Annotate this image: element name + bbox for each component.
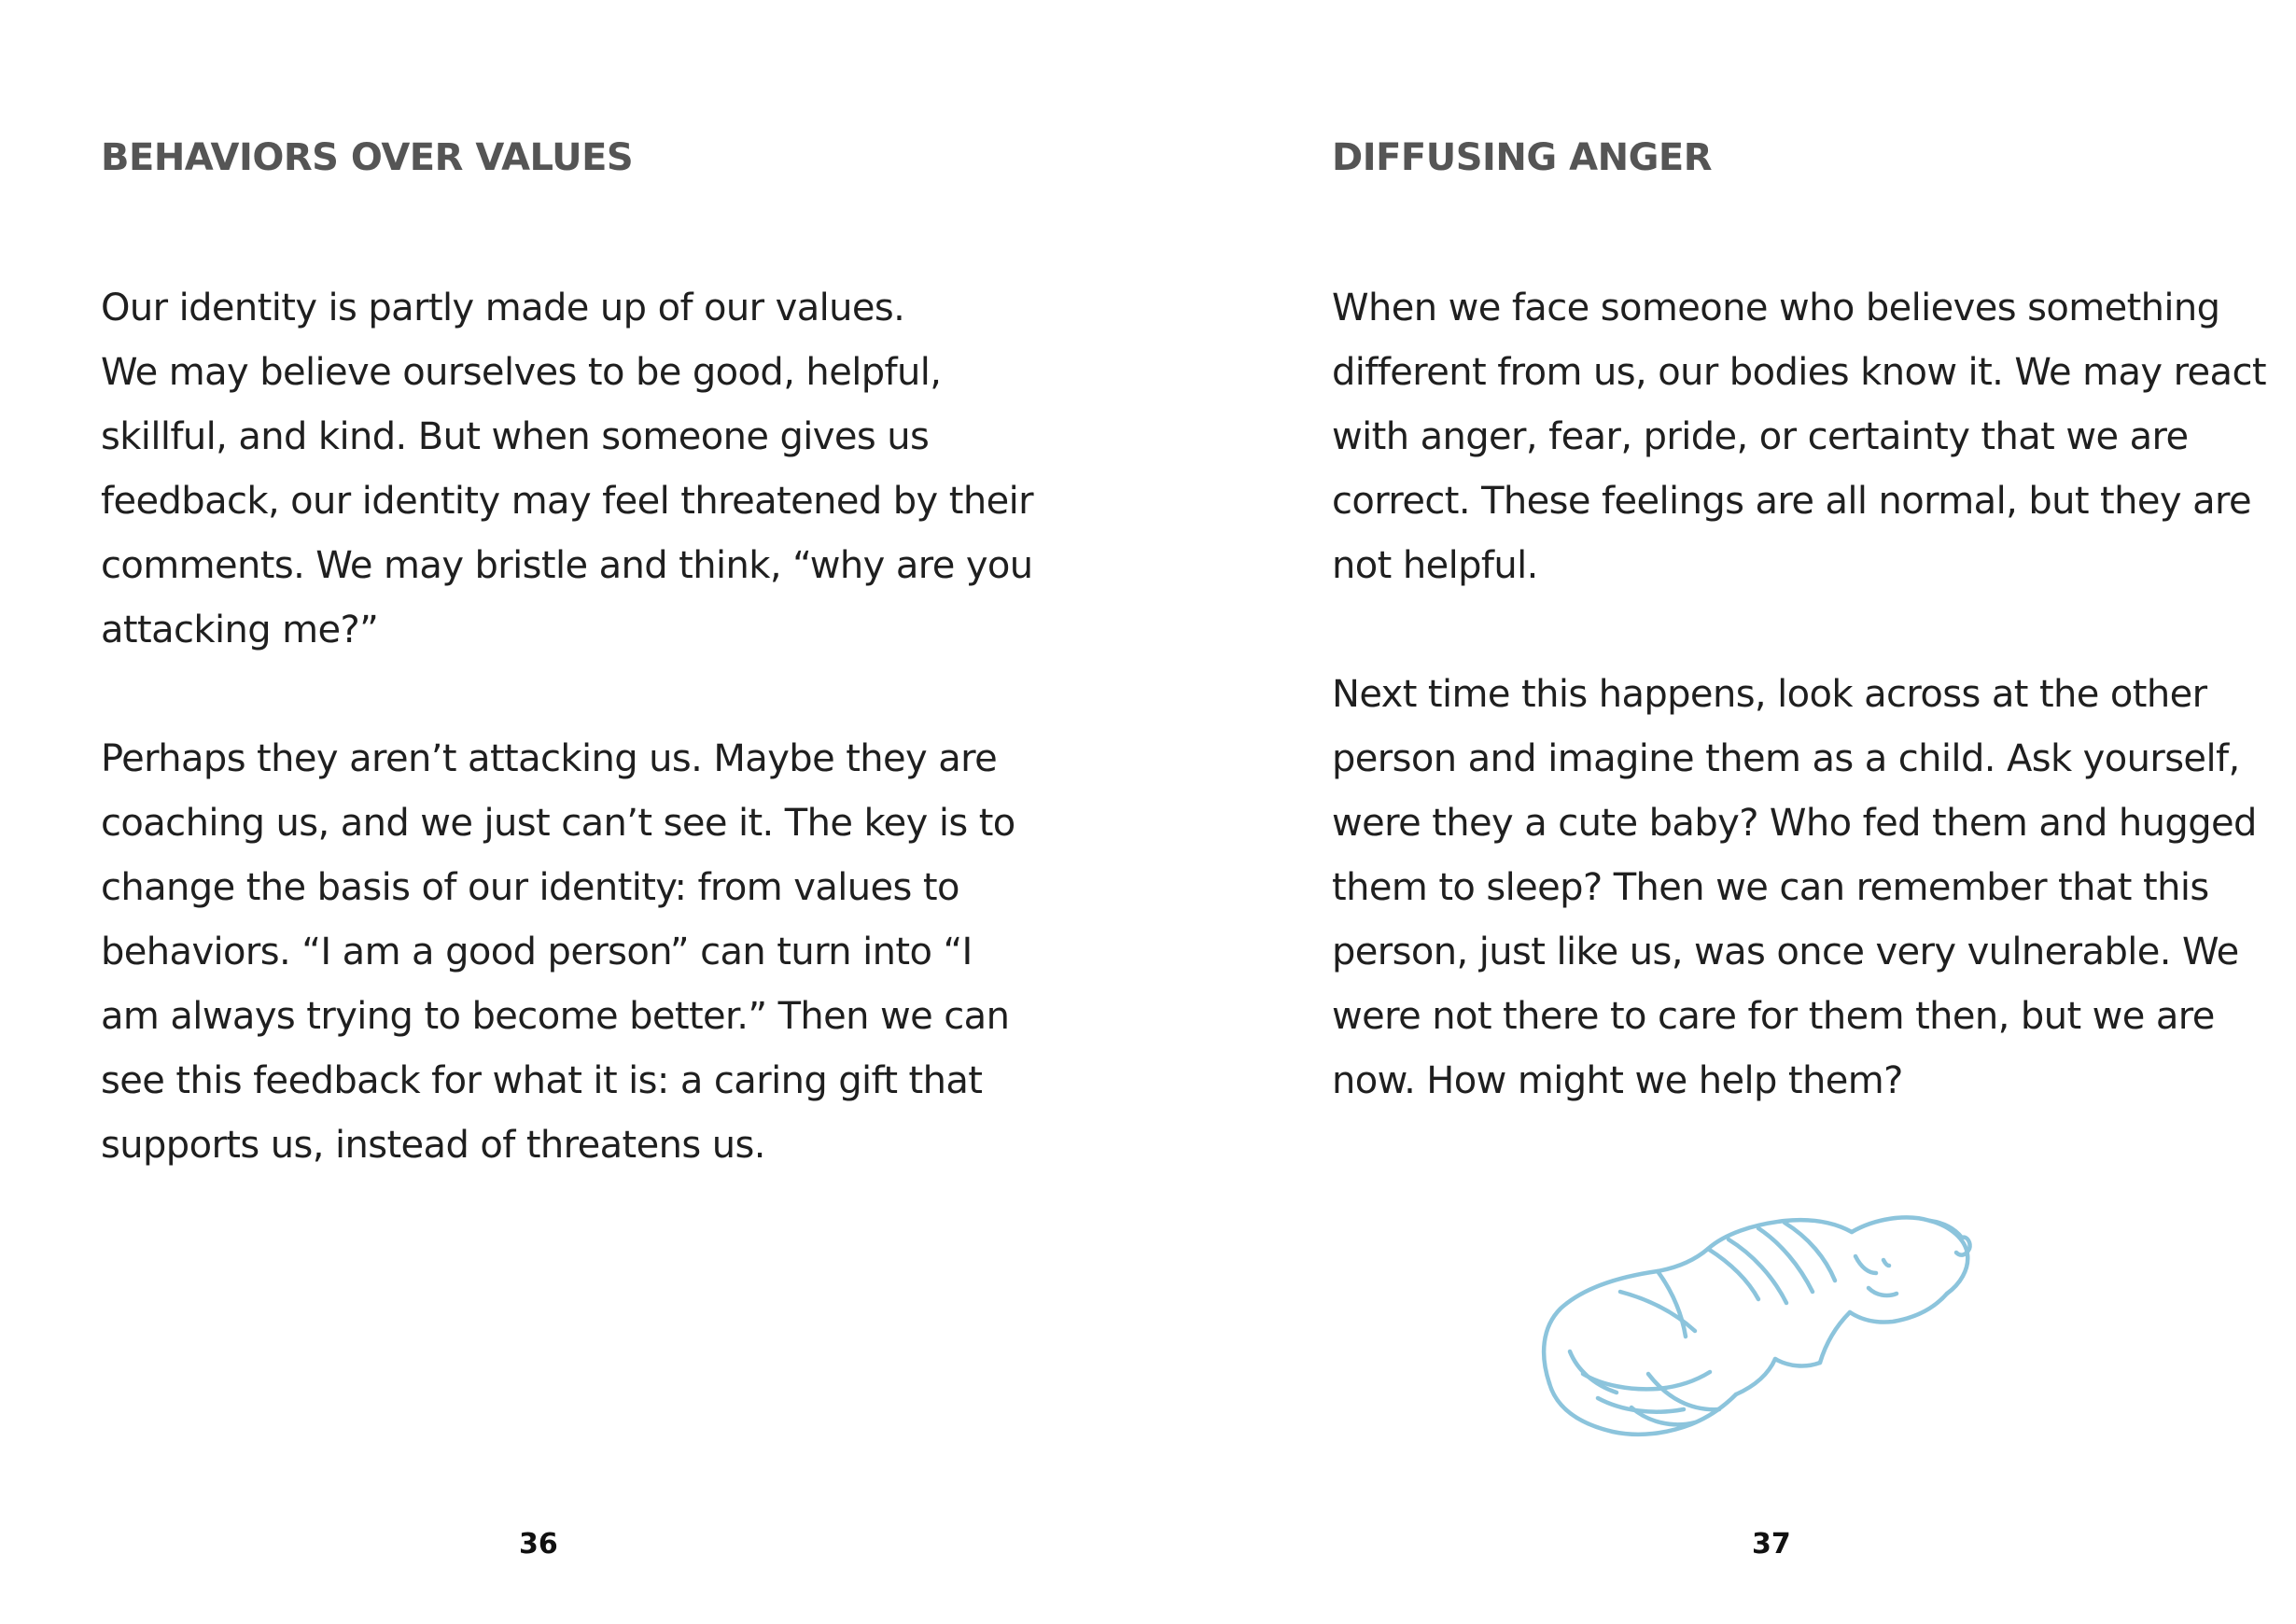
paragraph	[101, 727, 1034, 1178]
page-body	[101, 276, 1034, 1242]
text-line: behaviors. “I am a good person” can turn into “I	[101, 931, 973, 973]
paragraph	[1332, 276, 2265, 598]
text-line: change the basis of our identity: from values to	[101, 866, 959, 909]
swaddled-baby-drawing	[1508, 1187, 1994, 1458]
text-line: skillful, and kind. But when someone gives us	[101, 415, 930, 458]
page-heading: BEHAVIORS OVER VALUES	[101, 136, 634, 179]
page-body	[1332, 276, 2265, 1178]
text-line: We may believe ourselves to be good, helpful,	[101, 351, 942, 394]
text-line: Perhaps they aren’t attacking us. Maybe they are	[101, 737, 998, 780]
text-line: coaching us, and we just can’t see it. The key is to	[101, 802, 1015, 845]
text-line: Next time this happens, look across at the other	[1332, 673, 2207, 716]
text-line: with anger, fear, pride, or certainty that we are	[1332, 415, 2189, 458]
text-line: attacking me?”	[101, 609, 379, 651]
text-line: correct. These feelings are all normal, but they are	[1332, 480, 2251, 523]
text-line: When we face someone who believes something	[1332, 287, 2220, 329]
page-heading: DIFFUSING ANGER	[1332, 136, 1713, 179]
page-number: 37	[1752, 1528, 1791, 1561]
swaddled-baby-illustration-icon	[1508, 1187, 1994, 1458]
text-line: feedback, our identity may feel threatened by their	[101, 480, 1033, 523]
text-line: person and imagine them as a child. Ask yourself,	[1332, 737, 2240, 780]
text-line: were not there to care for them then, but we are	[1332, 995, 2215, 1038]
text-line: different from us, our bodies know it. We may react	[1332, 351, 2266, 394]
text-line: now. How might we help them?	[1332, 1059, 1903, 1102]
text-line: supports us, instead of threatens us.	[101, 1124, 765, 1167]
text-line: were they a cute baby? Who fed them and hugged	[1332, 802, 2257, 845]
page-number: 36	[519, 1528, 558, 1561]
text-line: not helpful.	[1332, 544, 1538, 587]
right-page	[1148, 0, 2296, 1624]
text-line: comments. We may bristle and think, “why are you	[101, 544, 1033, 587]
text-line: them to sleep? Then we can remember that this	[1332, 866, 2209, 909]
paragraph	[101, 276, 1034, 663]
text-line: am always trying to become better.” Then we can	[101, 995, 1010, 1038]
paragraph	[1332, 663, 2265, 1113]
text-line: see this feedback for what it is: a caring gift that	[101, 1059, 983, 1102]
text-line: person, just like us, was once very vulnerable. We	[1332, 931, 2239, 973]
text-line: Our identity is partly made up of our values.	[101, 287, 905, 329]
